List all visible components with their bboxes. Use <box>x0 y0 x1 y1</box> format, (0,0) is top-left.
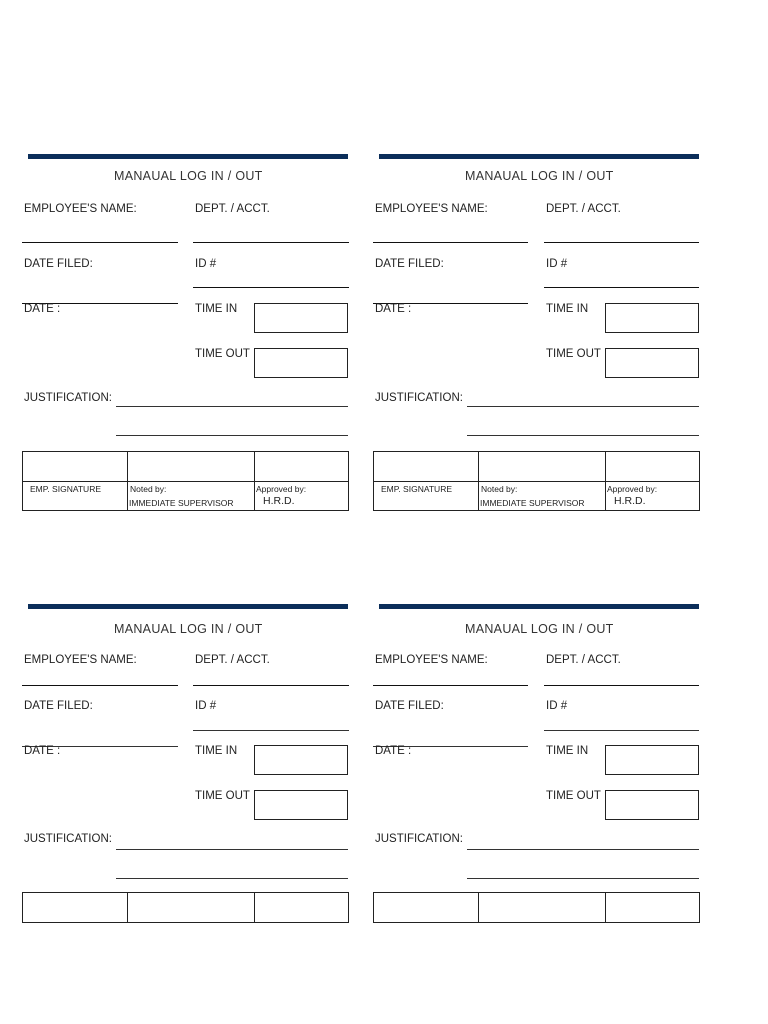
immediate-supervisor-label: IMMEDIATE SUPERVISOR <box>480 498 585 508</box>
approved-by-label: Approved by: <box>607 484 658 494</box>
approved-by-label: Approved by: <box>256 484 307 494</box>
signature-table <box>373 892 700 923</box>
header-bar <box>28 604 348 609</box>
justification-line-2[interactable] <box>116 435 348 436</box>
emp-signature-label-cell <box>23 482 128 511</box>
noted-by-label: Noted by: <box>481 484 518 494</box>
noted-signature-cell[interactable] <box>479 452 606 481</box>
time-out-label: TIME OUT <box>546 348 601 360</box>
approved-signature-cell[interactable] <box>255 893 348 922</box>
emp-signature-label: EMP. SIGNATURE <box>30 484 102 494</box>
emp-signature-cell[interactable] <box>374 452 479 481</box>
employee-name-label: EMPLOYEE'S NAME: <box>24 203 137 215</box>
id-field[interactable] <box>193 730 349 731</box>
justification-line-2[interactable] <box>467 435 699 436</box>
signature-row <box>374 452 699 481</box>
noted-by-label: Noted by: <box>130 484 167 494</box>
date-label: DATE : <box>375 745 412 757</box>
header-bar <box>379 154 699 159</box>
signature-row <box>23 452 348 481</box>
date-filed-label: DATE FILED: <box>375 700 444 712</box>
time-in-label: TIME IN <box>546 745 589 757</box>
emp-signature-cell[interactable] <box>374 893 479 922</box>
time-out-label: TIME OUT <box>546 790 601 802</box>
signature-table <box>373 451 700 511</box>
dept-acct-field[interactable] <box>193 685 349 686</box>
date-label: DATE : <box>24 745 61 757</box>
emp-signature-cell[interactable] <box>23 893 128 922</box>
dept-acct-field[interactable] <box>544 685 699 686</box>
signature-table <box>22 892 349 923</box>
time-in-label: TIME IN <box>195 303 238 315</box>
id-label: ID # <box>546 258 568 270</box>
id-label: ID # <box>195 700 217 712</box>
date-filed-label: DATE FILED: <box>375 258 444 270</box>
time-out-label: TIME OUT <box>195 790 250 802</box>
employee-name-field[interactable] <box>22 242 178 243</box>
employee-name-label: EMPLOYEE'S NAME: <box>375 654 488 666</box>
log-form-top-left <box>22 154 352 534</box>
dept-acct-label: DEPT. / ACCT. <box>195 203 270 215</box>
justification-line-1[interactable] <box>116 406 348 407</box>
id-label: ID # <box>546 700 568 712</box>
justification-label: JUSTIFICATION: <box>375 833 463 845</box>
justification-line-1[interactable] <box>467 849 699 850</box>
approved-by-cell <box>606 482 699 511</box>
date-label: DATE : <box>375 303 412 315</box>
immediate-supervisor-label: IMMEDIATE SUPERVISOR <box>129 498 234 508</box>
employee-name-label: EMPLOYEE'S NAME: <box>375 203 488 215</box>
form-title: MANAUAL LOG IN / OUT <box>114 622 263 636</box>
justification-line-1[interactable] <box>467 406 699 407</box>
time-out-box[interactable] <box>605 348 699 378</box>
dept-acct-field[interactable] <box>193 242 349 243</box>
emp-signature-label: EMP. SIGNATURE <box>381 484 453 494</box>
justification-label: JUSTIFICATION: <box>375 392 463 404</box>
approved-signature-cell[interactable] <box>255 452 348 481</box>
noted-signature-cell[interactable] <box>128 452 255 481</box>
dept-acct-label: DEPT. / ACCT. <box>546 203 621 215</box>
dept-acct-label: DEPT. / ACCT. <box>195 654 270 666</box>
time-in-box[interactable] <box>605 745 699 775</box>
approved-signature-cell[interactable] <box>606 893 699 922</box>
hrd-label: H.R.D. <box>263 495 295 507</box>
id-field[interactable] <box>544 730 699 731</box>
form-title: MANAUAL LOG IN / OUT <box>114 169 263 183</box>
justification-line-2[interactable] <box>467 878 699 879</box>
time-out-label: TIME OUT <box>195 348 250 360</box>
noted-by-cell <box>128 482 255 511</box>
approved-by-cell <box>255 482 348 511</box>
signature-table <box>22 451 349 511</box>
employee-name-field[interactable] <box>373 685 528 686</box>
employee-name-field[interactable] <box>22 685 178 686</box>
employee-name-label: EMPLOYEE'S NAME: <box>24 654 137 666</box>
time-out-box[interactable] <box>605 790 699 820</box>
justification-line-2[interactable] <box>116 878 348 879</box>
justification-label: JUSTIFICATION: <box>24 392 112 404</box>
emp-signature-label-cell <box>374 482 479 511</box>
signature-label-row <box>23 481 348 511</box>
form-title: MANAUAL LOG IN / OUT <box>465 622 614 636</box>
time-out-box[interactable] <box>254 348 348 378</box>
time-in-box[interactable] <box>605 303 699 333</box>
dept-acct-field[interactable] <box>544 242 699 243</box>
signature-label-row <box>374 481 699 511</box>
time-in-box[interactable] <box>254 745 348 775</box>
log-form-top-right <box>373 154 703 534</box>
time-out-box[interactable] <box>254 790 348 820</box>
date-filed-label: DATE FILED: <box>24 258 93 270</box>
approved-signature-cell[interactable] <box>606 452 699 481</box>
time-in-label: TIME IN <box>546 303 589 315</box>
date-label: DATE : <box>24 303 61 315</box>
signature-row <box>374 893 699 922</box>
time-in-label: TIME IN <box>195 745 238 757</box>
justification-line-1[interactable] <box>116 849 348 850</box>
time-in-box[interactable] <box>254 303 348 333</box>
noted-signature-cell[interactable] <box>128 893 255 922</box>
date-filed-label: DATE FILED: <box>24 700 93 712</box>
log-form-bottom-right <box>373 604 703 984</box>
header-bar <box>379 604 699 609</box>
employee-name-field[interactable] <box>373 242 528 243</box>
justification-label: JUSTIFICATION: <box>24 833 112 845</box>
form-title: MANAUAL LOG IN / OUT <box>465 169 614 183</box>
header-bar <box>28 154 348 159</box>
emp-signature-cell[interactable] <box>23 452 128 481</box>
id-field[interactable] <box>544 287 699 288</box>
id-label: ID # <box>195 258 217 270</box>
dept-acct-label: DEPT. / ACCT. <box>546 654 621 666</box>
signature-row <box>23 893 348 922</box>
noted-signature-cell[interactable] <box>479 893 606 922</box>
noted-by-cell <box>479 482 606 511</box>
hrd-label: H.R.D. <box>614 495 646 507</box>
log-form-bottom-left <box>22 604 352 984</box>
id-field[interactable] <box>193 287 349 288</box>
